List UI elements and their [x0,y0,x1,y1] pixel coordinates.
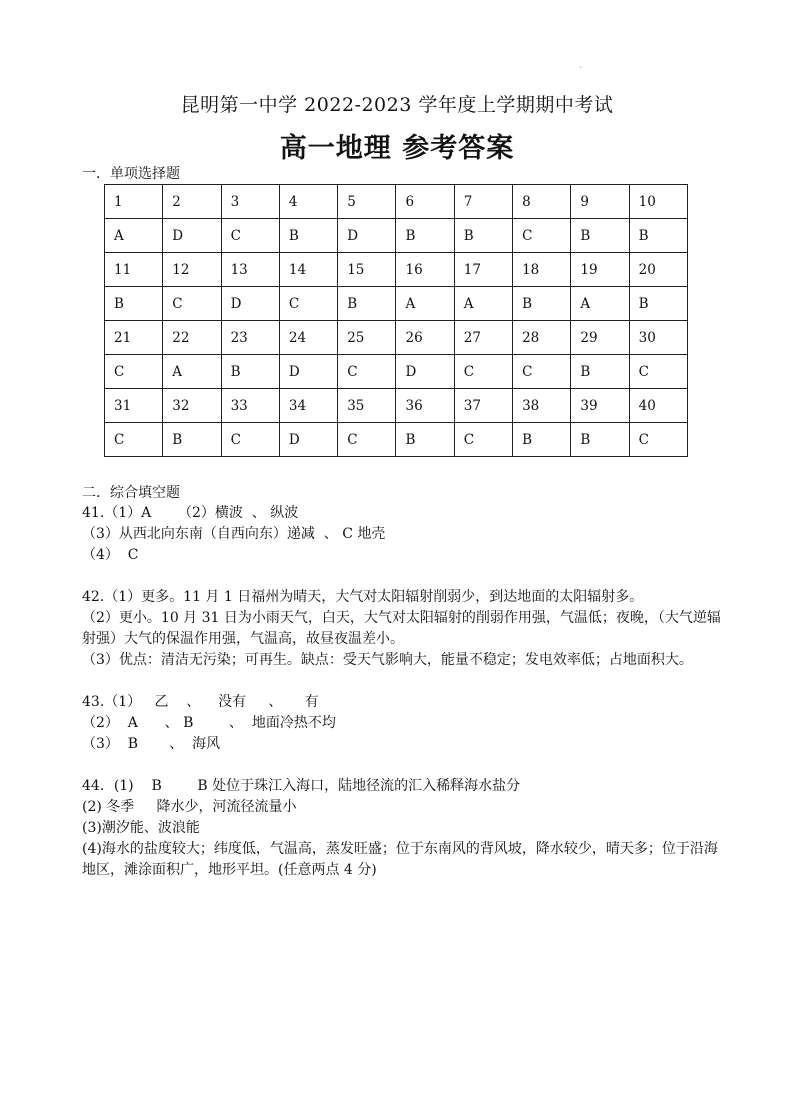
answer-cell: B [279,219,337,253]
q42-line1: 42.（1）更多。11 月 1 日福州为晴天，大气对太阳辐射削弱少，到达地面的太阳辐射多。 [82,589,644,605]
question-number-cell: 10 [629,185,687,219]
question-41 [82,503,722,566]
q43-line1: 43.（1） 乙 、 没有 、 有 [82,694,319,710]
q44-line1: 44．(1) B B 处位于珠江入海口，陆地径流的汇入稀释海水盐分 [82,778,521,794]
answer-cell: B [105,287,163,321]
answer-cell: C [221,423,279,457]
answer-cell: B [629,287,687,321]
q43-line2: （2） A 、 B 、 地面冷热不均 [82,715,336,731]
question-number-cell: 14 [279,253,337,287]
answer-cell: B [571,355,629,389]
paper-title: 高一地理 参考答案 [279,133,515,164]
answer-cell: C [105,355,163,389]
answer-table-body [105,185,688,457]
answer-cell: C [338,355,396,389]
question-number-cell: 3 [221,185,279,219]
section2-heading: 二．综合填空题 [82,485,180,501]
question-number-cell: 1 [105,185,163,219]
question-number-cell: 6 [396,185,454,219]
question-number-cell: 26 [396,321,454,355]
school-exam-title: 昆明第一中学 2022-2023 学年度上学期期中考试 [180,94,614,116]
answer-table [104,184,688,457]
answer-cell: B [571,423,629,457]
answer-cell: A [396,287,454,321]
question-number-row [105,321,688,355]
question-number-cell: 21 [105,321,163,355]
question-number-cell: 38 [513,389,571,423]
answer-cell: D [338,219,396,253]
question-number-cell: 17 [454,253,512,287]
question-number-row [105,185,688,219]
question-number-cell: 2 [163,185,221,219]
answer-cell: C [105,423,163,457]
answer-cell: A [163,355,221,389]
answer-cell: D [163,219,221,253]
answer-cell: C [338,423,396,457]
answer-row [105,219,688,253]
answer-cell: B [629,219,687,253]
question-number-row [105,253,688,287]
answer-cell: B [513,287,571,321]
answer-cell: B [338,287,396,321]
q41-line3: （4） C [82,547,139,563]
question-number-cell: 31 [105,389,163,423]
answer-cell: B [396,219,454,253]
answer-cell: B [571,219,629,253]
question-number-cell: 5 [338,185,396,219]
q44-line4: (4)海水的盐度较大；纬度低，气温高，蒸发旺盛；位于东南风的背风坡，降水较少，晴天多；位于沿海地区，滩涂面积广，地形平坦。(任意两点 4 分) [82,841,718,878]
q42-line3: （3）优点：清洁无污染；可再生。缺点：受天气影响大，能量不稳定；发电效率低；占地面积大。 [82,652,693,668]
question-number-cell: 11 [105,253,163,287]
question-number-cell: 13 [221,253,279,287]
question-number-cell: 7 [454,185,512,219]
answer-cell: D [279,355,337,389]
answer-cell: C [279,287,337,321]
question-number-cell: 40 [629,389,687,423]
question-number-cell: 37 [454,389,512,423]
section1-heading: 一．单项选择题 [82,166,180,182]
question-number-cell: 9 [571,185,629,219]
q44-line3: (3)潮汐能、波浪能 [82,820,200,836]
answer-cell: B [396,423,454,457]
question-number-cell: 8 [513,185,571,219]
q42-line2: （2）更小。10 月 31 日为小雨天气，白天，大气对太阳辐射的削弱作用强，气温低；夜晚，（大气逆辐射强）大气的保温作用强，气温高，故昼夜温差小。 [82,610,721,647]
question-number-cell: 23 [221,321,279,355]
answer-row [105,355,688,389]
answer-cell: C [513,219,571,253]
answer-cell: B [454,219,512,253]
q44-line2: (2) 冬季 降水少，河流径流量小 [82,799,297,815]
answer-cell: A [105,219,163,253]
question-number-cell: 30 [629,321,687,355]
question-number-cell: 19 [571,253,629,287]
question-number-cell: 20 [629,253,687,287]
question-number-cell: 29 [571,321,629,355]
question-number-cell: 12 [163,253,221,287]
answer-cell: D [221,287,279,321]
question-42 [82,587,722,671]
q43-line3: （3） B 、 海风 [82,736,221,752]
question-number-cell: 25 [338,321,396,355]
question-number-cell: 36 [396,389,454,423]
answer-cell: B [221,355,279,389]
answer-cell: C [454,355,512,389]
answer-cell: A [571,287,629,321]
question-number-cell: 18 [513,253,571,287]
question-number-cell: 16 [396,253,454,287]
question-number-cell: 35 [338,389,396,423]
q41-line2: （3）从西北向东南（自西向东）递减 、 C 地壳 [82,526,386,542]
answer-cell: A [454,287,512,321]
question-44 [82,776,722,881]
answer-cell: B [513,423,571,457]
question-number-cell: 24 [279,321,337,355]
question-number-cell: 22 [163,321,221,355]
answer-row [105,423,688,457]
scan-speck: ` [579,66,583,75]
answer-cell: C [163,287,221,321]
question-number-cell: 39 [571,389,629,423]
question-number-cell: 33 [221,389,279,423]
answer-cell: C [454,423,512,457]
answer-cell: B [163,423,221,457]
question-number-cell: 4 [279,185,337,219]
question-number-cell: 15 [338,253,396,287]
answer-cell: D [396,355,454,389]
answer-cell: C [629,355,687,389]
answer-row [105,287,688,321]
question-number-cell: 32 [163,389,221,423]
question-43 [82,692,722,755]
answer-cell: D [279,423,337,457]
answer-cell: C [221,219,279,253]
q41-line1: 41.（1）A （2）横波 、 纵波 [82,505,299,521]
question-number-row [105,389,688,423]
answer-cell: C [513,355,571,389]
question-number-cell: 34 [279,389,337,423]
answer-cell: C [629,423,687,457]
question-number-cell: 28 [513,321,571,355]
question-number-cell: 27 [454,321,512,355]
fill-in-answers [82,503,722,881]
